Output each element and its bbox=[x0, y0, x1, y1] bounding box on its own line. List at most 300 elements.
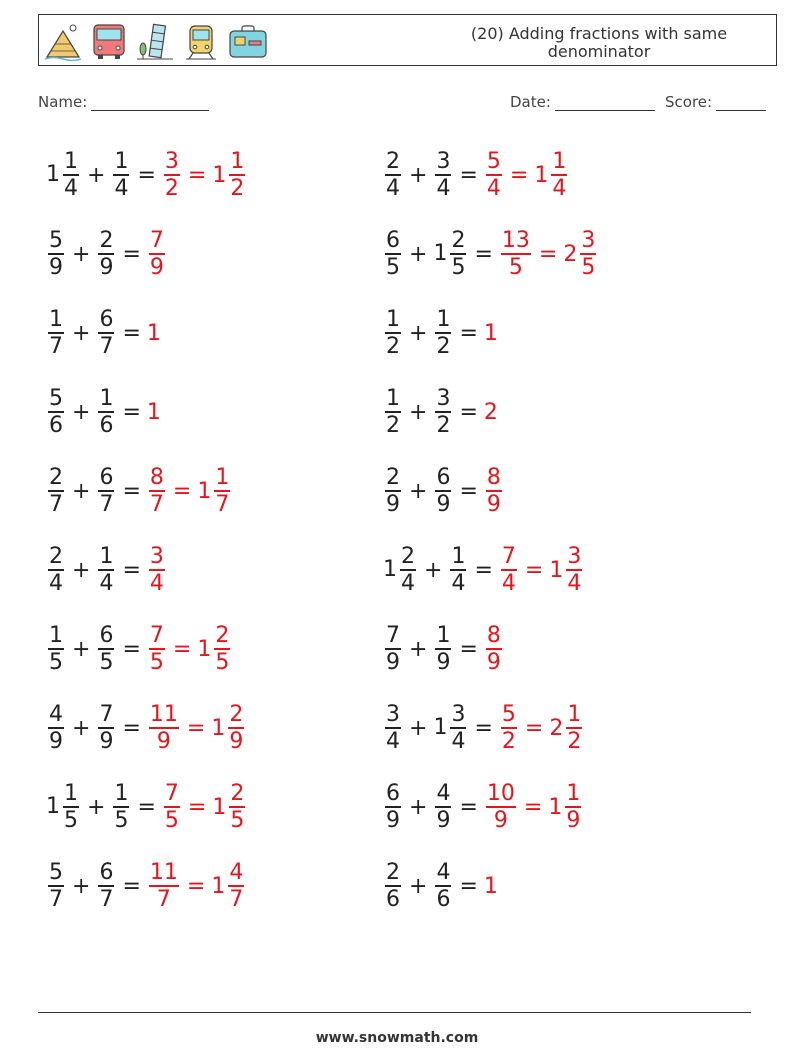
fraction bbox=[435, 307, 451, 359]
fraction bbox=[98, 702, 114, 754]
plus-sign: + bbox=[72, 399, 91, 425]
mixed-number bbox=[499, 228, 533, 280]
denominator: 7 bbox=[99, 492, 114, 517]
denominator: 5 bbox=[508, 255, 523, 280]
whole-part: 1 bbox=[212, 794, 227, 820]
denominator: 4 bbox=[451, 571, 466, 596]
numerator: 1 bbox=[436, 307, 451, 332]
numerator: 2 bbox=[215, 623, 230, 648]
fraction bbox=[149, 465, 165, 517]
denominator: 7 bbox=[49, 492, 63, 517]
denominator: 6 bbox=[436, 887, 451, 912]
score-field[interactable] bbox=[665, 93, 766, 111]
fraction bbox=[149, 228, 165, 280]
denominator: 4 bbox=[149, 571, 164, 596]
denominator: 9 bbox=[566, 808, 581, 833]
fraction bbox=[48, 623, 64, 675]
equals-sign: = bbox=[187, 794, 207, 820]
denominator: 9 bbox=[436, 808, 451, 833]
fraction bbox=[385, 386, 401, 438]
numerator: 7 bbox=[99, 702, 114, 727]
problem-row bbox=[46, 698, 246, 758]
denominator: 2 bbox=[436, 334, 451, 359]
denominator: 4 bbox=[64, 176, 78, 201]
answer bbox=[484, 400, 499, 425]
mixed-number bbox=[383, 623, 403, 675]
fraction bbox=[164, 781, 180, 833]
equals-sign: = bbox=[137, 794, 156, 820]
mixed-number bbox=[433, 860, 453, 912]
mixed-number bbox=[484, 149, 504, 201]
date-line[interactable] bbox=[555, 94, 655, 111]
answer bbox=[484, 781, 583, 833]
numerator: 7 bbox=[164, 781, 179, 806]
answer bbox=[147, 465, 232, 517]
fraction bbox=[63, 149, 79, 201]
equals-sign: = bbox=[459, 636, 478, 662]
denominator: 7 bbox=[229, 887, 244, 912]
mixed-number bbox=[96, 544, 116, 596]
numerator: 2 bbox=[49, 544, 63, 569]
numerator: 1 bbox=[386, 386, 400, 411]
fraction bbox=[98, 623, 114, 675]
equals-sign: = bbox=[474, 557, 493, 583]
fraction bbox=[214, 623, 230, 675]
problem-row bbox=[46, 856, 246, 916]
denominator: 4 bbox=[401, 571, 415, 596]
mixed-number bbox=[162, 781, 182, 833]
equals-sign: = bbox=[538, 241, 558, 267]
whole-part: 1 bbox=[197, 636, 212, 662]
whole-part: 1 bbox=[433, 241, 448, 266]
fraction bbox=[48, 860, 64, 912]
fraction bbox=[229, 149, 245, 201]
numerator: 11 bbox=[149, 702, 178, 727]
numerator: 7 bbox=[501, 544, 516, 569]
problem-row bbox=[383, 777, 583, 837]
numerator: 13 bbox=[501, 228, 530, 253]
plus-sign: + bbox=[409, 241, 428, 267]
whole-part: 1 bbox=[146, 320, 161, 346]
mixed-number bbox=[46, 544, 66, 596]
mixed-number bbox=[548, 781, 583, 833]
fraction bbox=[565, 781, 581, 833]
fraction bbox=[149, 623, 165, 675]
denominator: 5 bbox=[230, 808, 245, 833]
denominator: 6 bbox=[386, 887, 400, 912]
tower-of-pisa-icon bbox=[135, 21, 175, 61]
fraction bbox=[48, 544, 64, 596]
mixed-number bbox=[147, 400, 162, 425]
mixed-number bbox=[147, 702, 181, 754]
problem-row bbox=[383, 540, 584, 600]
problem-row bbox=[46, 303, 162, 363]
denominator: 4 bbox=[436, 176, 451, 201]
numerator: 1 bbox=[451, 544, 466, 569]
numerator: 6 bbox=[99, 307, 114, 332]
answer bbox=[499, 544, 584, 596]
numerator: 1 bbox=[552, 149, 567, 174]
fraction bbox=[98, 544, 114, 596]
denominator: 5 bbox=[99, 650, 114, 675]
mixed-number bbox=[96, 860, 116, 912]
denominator: 5 bbox=[215, 650, 230, 675]
mixed-number bbox=[499, 702, 519, 754]
equals-sign: = bbox=[172, 636, 192, 662]
mixed-number bbox=[147, 544, 167, 596]
plus-sign: + bbox=[424, 557, 443, 583]
tram-icon bbox=[181, 21, 221, 61]
numerator: 1 bbox=[49, 623, 63, 648]
numerator: 6 bbox=[386, 781, 400, 806]
mixed-number bbox=[147, 321, 162, 346]
whole-part: 2 bbox=[563, 241, 578, 267]
mixed-number bbox=[484, 623, 504, 675]
fraction bbox=[486, 149, 502, 201]
denominator: 2 bbox=[386, 334, 400, 359]
denominator: 7 bbox=[215, 492, 230, 517]
fraction bbox=[48, 465, 64, 517]
fraction bbox=[63, 781, 79, 833]
problem-row bbox=[383, 382, 499, 442]
problem-row bbox=[46, 382, 162, 442]
numerator: 2 bbox=[386, 465, 400, 490]
equals-sign: = bbox=[459, 399, 478, 425]
numerator: 4 bbox=[436, 860, 451, 885]
fraction bbox=[551, 149, 567, 201]
numerator: 7 bbox=[149, 228, 164, 253]
mixed-number bbox=[433, 228, 468, 280]
equals-sign: = bbox=[122, 715, 141, 741]
worksheet-title: (20) Adding fractions with same denominator bbox=[470, 24, 728, 61]
numerator: 1 bbox=[49, 307, 63, 332]
numerator: 1 bbox=[215, 465, 230, 490]
denominator: 5 bbox=[386, 255, 400, 280]
mixed-number bbox=[499, 544, 519, 596]
equals-sign: = bbox=[474, 715, 493, 741]
plus-sign: + bbox=[72, 636, 91, 662]
mixed-number bbox=[197, 465, 232, 517]
mixed-number bbox=[433, 465, 453, 517]
answer bbox=[147, 321, 162, 346]
equals-sign: = bbox=[459, 478, 478, 504]
fraction bbox=[435, 386, 451, 438]
denominator: 7 bbox=[49, 334, 63, 359]
problem-row bbox=[46, 224, 167, 284]
date-field[interactable] bbox=[510, 93, 655, 111]
equals-sign: = bbox=[459, 162, 478, 188]
equals-sign: = bbox=[509, 162, 529, 188]
mixed-number bbox=[96, 386, 116, 438]
mixed-number bbox=[46, 149, 81, 201]
denominator: 7 bbox=[49, 887, 63, 912]
equals-sign: = bbox=[459, 873, 478, 899]
denominator: 9 bbox=[49, 729, 63, 754]
answer bbox=[147, 228, 167, 280]
equals-sign: = bbox=[524, 557, 544, 583]
equals-sign: = bbox=[122, 636, 141, 662]
fraction bbox=[435, 623, 451, 675]
whole-part: 1 bbox=[211, 873, 226, 899]
equals-sign: = bbox=[122, 320, 141, 346]
equals-sign: = bbox=[523, 794, 543, 820]
fraction bbox=[48, 386, 64, 438]
fraction bbox=[48, 307, 64, 359]
score-label: Score: bbox=[665, 93, 713, 111]
equals-sign: = bbox=[186, 715, 206, 741]
denominator: 4 bbox=[552, 176, 567, 201]
problem-row bbox=[46, 540, 167, 600]
fraction bbox=[228, 702, 244, 754]
fraction bbox=[149, 544, 165, 596]
numerator: 3 bbox=[386, 702, 400, 727]
equals-sign: = bbox=[524, 715, 544, 741]
pyramid-icon bbox=[43, 21, 83, 61]
whole-part: 1 bbox=[197, 478, 212, 504]
answer bbox=[162, 781, 247, 833]
name-label: Name: bbox=[38, 93, 88, 111]
numerator: 2 bbox=[99, 228, 114, 253]
denominator: 9 bbox=[386, 808, 400, 833]
denominator: 2 bbox=[501, 729, 516, 754]
numerator: 2 bbox=[230, 781, 245, 806]
plus-sign: + bbox=[409, 162, 428, 188]
mixed-number bbox=[484, 781, 518, 833]
fraction bbox=[98, 386, 114, 438]
denominator: 9 bbox=[486, 492, 501, 517]
mixed-number bbox=[383, 860, 403, 912]
answer bbox=[147, 702, 246, 754]
numerator: 3 bbox=[164, 149, 179, 174]
answer bbox=[147, 400, 162, 425]
numerator: 3 bbox=[149, 544, 164, 569]
fraction bbox=[113, 149, 129, 201]
fraction bbox=[228, 860, 244, 912]
fraction bbox=[501, 702, 517, 754]
denominator: 9 bbox=[229, 729, 244, 754]
plus-sign: + bbox=[72, 241, 91, 267]
whole-part: 1 bbox=[549, 557, 564, 583]
denominator: 5 bbox=[581, 255, 596, 280]
numerator: 5 bbox=[486, 149, 501, 174]
fraction bbox=[385, 307, 401, 359]
answer bbox=[499, 228, 598, 280]
fraction bbox=[501, 228, 531, 280]
denominator: 4 bbox=[114, 176, 129, 201]
fraction bbox=[450, 702, 466, 754]
problem-row bbox=[383, 145, 569, 205]
name-line[interactable] bbox=[91, 94, 209, 111]
numerator: 2 bbox=[386, 149, 400, 174]
plus-sign: + bbox=[87, 162, 106, 188]
problem-row bbox=[46, 777, 247, 837]
mixed-number bbox=[46, 307, 66, 359]
equals-sign: = bbox=[137, 162, 156, 188]
whole-part: 1 bbox=[483, 320, 498, 346]
header-icons bbox=[43, 21, 269, 61]
footer-url: www.snowmath.com bbox=[315, 1030, 479, 1046]
numerator: 10 bbox=[486, 781, 515, 806]
denominator: 4 bbox=[451, 729, 466, 754]
fraction bbox=[98, 860, 114, 912]
mixed-number bbox=[534, 149, 569, 201]
mixed-number bbox=[111, 149, 131, 201]
numerator: 4 bbox=[436, 781, 451, 806]
denominator: 6 bbox=[49, 413, 63, 438]
numerator: 5 bbox=[501, 702, 516, 727]
denominator: 4 bbox=[486, 176, 501, 201]
mixed-number bbox=[484, 874, 499, 899]
numerator: 2 bbox=[229, 702, 244, 727]
denominator: 4 bbox=[501, 571, 516, 596]
numerator: 5 bbox=[49, 386, 63, 411]
numerator: 1 bbox=[114, 781, 129, 806]
problem-row bbox=[383, 303, 499, 363]
answer bbox=[484, 321, 499, 346]
denominator: 7 bbox=[156, 887, 171, 912]
denominator: 9 bbox=[386, 650, 400, 675]
mixed-number bbox=[111, 781, 131, 833]
equals-sign: = bbox=[122, 557, 141, 583]
denominator: 9 bbox=[493, 808, 508, 833]
mixed-number bbox=[197, 623, 232, 675]
fraction bbox=[214, 465, 230, 517]
numerator: 1 bbox=[230, 149, 245, 174]
whole-part: 1 bbox=[211, 715, 226, 741]
mixed-number bbox=[549, 702, 584, 754]
denominator: 2 bbox=[164, 176, 179, 201]
denominator: 9 bbox=[436, 492, 451, 517]
whole-part: 2 bbox=[549, 715, 564, 741]
name-field[interactable] bbox=[38, 93, 209, 111]
mixed-number bbox=[46, 702, 66, 754]
denominator: 7 bbox=[99, 334, 114, 359]
numerator: 1 bbox=[386, 307, 400, 332]
denominator: 2 bbox=[386, 413, 400, 438]
mixed-number bbox=[46, 781, 81, 833]
equals-sign: = bbox=[172, 478, 192, 504]
numerator: 8 bbox=[149, 465, 164, 490]
mixed-number bbox=[484, 465, 504, 517]
plus-sign: + bbox=[72, 478, 91, 504]
numerator: 3 bbox=[436, 386, 451, 411]
fraction bbox=[48, 702, 64, 754]
equals-sign: = bbox=[122, 873, 141, 899]
problem-row bbox=[383, 856, 499, 916]
bus-icon bbox=[89, 21, 129, 61]
denominator: 9 bbox=[156, 729, 171, 754]
mixed-number bbox=[484, 400, 499, 425]
equals-sign: = bbox=[122, 241, 141, 267]
mixed-number bbox=[211, 702, 246, 754]
fraction bbox=[385, 623, 401, 675]
fraction bbox=[48, 228, 64, 280]
denominator: 5 bbox=[49, 650, 63, 675]
denominator: 9 bbox=[436, 650, 451, 675]
suitcase-icon bbox=[227, 21, 269, 61]
fraction bbox=[385, 228, 401, 280]
fraction bbox=[385, 149, 401, 201]
denominator: 9 bbox=[99, 255, 114, 280]
fraction bbox=[501, 544, 517, 596]
footer-divider bbox=[38, 1012, 751, 1013]
numerator: 4 bbox=[49, 702, 63, 727]
fraction bbox=[385, 702, 401, 754]
answer bbox=[162, 149, 247, 201]
score-line[interactable] bbox=[716, 94, 766, 111]
answer bbox=[484, 465, 504, 517]
numerator: 1 bbox=[99, 544, 114, 569]
mixed-number bbox=[383, 228, 403, 280]
mixed-number bbox=[147, 623, 167, 675]
numerator: 6 bbox=[99, 623, 114, 648]
answer bbox=[147, 544, 167, 596]
equals-sign: = bbox=[122, 399, 141, 425]
denominator: 6 bbox=[99, 413, 114, 438]
numerator: 2 bbox=[401, 544, 415, 569]
denominator: 2 bbox=[436, 413, 451, 438]
worksheet-header bbox=[38, 14, 777, 66]
denominator: 4 bbox=[49, 571, 63, 596]
answer bbox=[147, 623, 232, 675]
mixed-number bbox=[484, 321, 499, 346]
numerator: 1 bbox=[64, 149, 78, 174]
fraction bbox=[98, 465, 114, 517]
mixed-number bbox=[433, 702, 468, 754]
whole-part: 1 bbox=[548, 794, 563, 820]
numerator: 2 bbox=[49, 465, 63, 490]
mixed-number bbox=[96, 465, 116, 517]
equals-sign: = bbox=[186, 873, 206, 899]
denominator: 5 bbox=[451, 255, 466, 280]
mixed-number bbox=[433, 149, 453, 201]
mixed-number bbox=[212, 781, 247, 833]
whole-part: 1 bbox=[383, 557, 397, 582]
whole-part: 1 bbox=[146, 399, 161, 425]
fraction bbox=[164, 149, 180, 201]
fraction bbox=[566, 702, 582, 754]
mixed-number bbox=[96, 307, 116, 359]
mixed-number bbox=[147, 860, 181, 912]
numerator: 1 bbox=[436, 623, 451, 648]
numerator: 5 bbox=[49, 228, 63, 253]
fraction bbox=[450, 228, 466, 280]
fraction bbox=[385, 465, 401, 517]
date-label: Date: bbox=[510, 93, 551, 111]
mixed-number bbox=[383, 386, 403, 438]
mixed-number bbox=[46, 623, 66, 675]
fraction bbox=[450, 544, 466, 596]
mixed-number bbox=[383, 781, 403, 833]
numerator: 7 bbox=[386, 623, 400, 648]
fraction bbox=[98, 228, 114, 280]
problem-row bbox=[383, 698, 584, 758]
numerator: 1 bbox=[64, 781, 78, 806]
whole-part: 1 bbox=[534, 162, 549, 188]
denominator: 7 bbox=[99, 887, 114, 912]
problem-row bbox=[46, 145, 247, 205]
numerator: 6 bbox=[436, 465, 451, 490]
problem-row bbox=[46, 619, 232, 679]
problem-row bbox=[383, 461, 504, 521]
problem-row bbox=[46, 461, 232, 521]
denominator: 4 bbox=[386, 729, 400, 754]
fraction bbox=[486, 623, 502, 675]
plus-sign: + bbox=[409, 715, 428, 741]
mixed-number bbox=[46, 228, 66, 280]
numerator: 3 bbox=[436, 149, 451, 174]
fraction bbox=[566, 544, 582, 596]
